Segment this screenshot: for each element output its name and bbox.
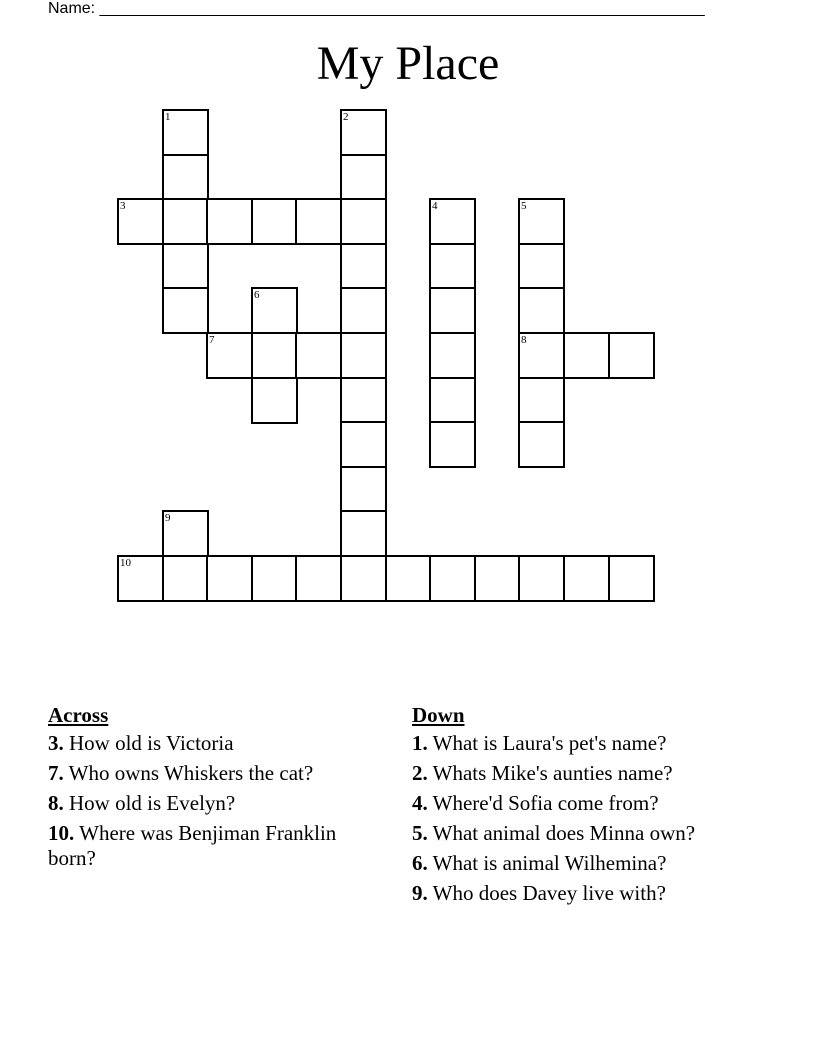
down-clue [412,851,752,876]
crossword-cell[interactable] [429,198,476,245]
clue-number: 4. [412,791,428,815]
clue-number: 5. [412,821,428,845]
crossword-cell[interactable] [518,198,565,245]
clue-text: How old is Victoria [69,731,234,755]
crossword-cell[interactable] [251,555,298,602]
crossword-cell[interactable] [518,555,565,602]
crossword-cell[interactable] [429,555,476,602]
crossword-cell[interactable] [518,421,565,468]
clue-number: 10. [48,821,75,845]
clue-text: What is animal Wilhemina? [432,851,667,875]
crossword-cell[interactable] [474,555,521,602]
clue-number-label: 2 [343,111,349,123]
crossword-cell[interactable] [340,198,387,245]
crossword-cell[interactable] [162,555,209,602]
clue-number-label: 4 [432,200,438,212]
crossword-cell[interactable] [295,198,342,245]
crossword-cell[interactable] [162,287,209,334]
crossword-cell[interactable] [563,332,610,379]
clue-number-label: 5 [521,200,527,212]
clue-text: Who owns Whiskers the cat? [68,761,314,785]
clue-text: Who does Davey live with? [432,881,666,905]
crossword-cell[interactable] [117,555,164,602]
crossword-cell[interactable] [340,243,387,290]
down-clues [412,703,752,911]
clue-number: 6. [412,851,428,875]
clue-number-label: 6 [254,289,260,301]
across-clue [48,761,358,786]
across-clues [48,703,358,876]
down-clue [412,821,752,846]
crossword-cell[interactable] [162,154,209,201]
clue-number: 9. [412,881,428,905]
clue-number-label: 9 [165,512,171,524]
crossword-cell[interactable] [162,109,209,156]
clue-number: 2. [412,761,428,785]
crossword-cell[interactable] [340,332,387,379]
crossword-cell[interactable] [340,287,387,334]
clue-number-label: 8 [521,334,527,346]
across-clue [48,821,358,871]
crossword-cell[interactable] [117,198,164,245]
crossword-cell[interactable] [295,555,342,602]
name-field-label: Name: ____________________________________________________________________ [48,0,705,17]
crossword-cell[interactable] [340,109,387,156]
clue-number-label: 7 [209,334,215,346]
crossword-cell[interactable] [340,510,387,557]
clue-number-label: 3 [120,200,126,212]
crossword-cell[interactable] [429,243,476,290]
crossword-cell[interactable] [206,555,253,602]
clue-number: 3. [48,731,64,755]
down-clue [412,791,752,816]
crossword-cell[interactable] [206,198,253,245]
across-clue [48,731,358,756]
crossword-cell[interactable] [429,332,476,379]
crossword-cell[interactable] [608,332,655,379]
clue-number-label: 10 [120,557,131,569]
clue-text: What is Laura's pet's name? [432,731,667,755]
page-title: My Place [316,37,500,90]
crossword-cell[interactable] [608,555,655,602]
crossword-cell[interactable] [251,332,298,379]
crossword-cell[interactable] [340,466,387,513]
clue-text: What animal does Minna own? [432,821,696,845]
crossword-cell[interactable] [162,243,209,290]
clue-text: Where'd Sofia come from? [432,791,659,815]
crossword-cell[interactable] [518,243,565,290]
crossword-cell[interactable] [162,510,209,557]
crossword-cell[interactable] [340,555,387,602]
crossword-cell[interactable] [518,287,565,334]
crossword-cell[interactable] [340,421,387,468]
crossword-cell[interactable] [429,287,476,334]
crossword-cell[interactable] [206,332,253,379]
across-heading: Across [48,703,109,727]
down-heading: Down [412,703,465,727]
crossword-cell[interactable] [385,555,432,602]
clue-text: How old is Evelyn? [69,791,236,815]
crossword-cell[interactable] [563,555,610,602]
clue-number-label: 1 [165,111,171,123]
clue-number: 7. [48,761,64,785]
clue-number: 8. [48,791,64,815]
across-clue [48,791,358,816]
crossword-cell[interactable] [518,377,565,424]
crossword-cell[interactable] [251,377,298,424]
crossword-cell[interactable] [295,332,342,379]
clue-text: Where was Benjiman Franklin born? [48,821,337,870]
down-clue [412,761,752,786]
crossword-cell[interactable] [340,154,387,201]
crossword-cell[interactable] [429,377,476,424]
crossword-cell[interactable] [251,287,298,334]
clue-text: Whats Mike's aunties name? [432,761,673,785]
crossword-cell[interactable] [162,198,209,245]
crossword-cell[interactable] [340,377,387,424]
crossword-cell[interactable] [429,421,476,468]
down-clue [412,731,752,756]
crossword-cell[interactable] [518,332,565,379]
crossword-cell[interactable] [251,198,298,245]
clue-number: 1. [412,731,428,755]
down-clue [412,881,752,906]
